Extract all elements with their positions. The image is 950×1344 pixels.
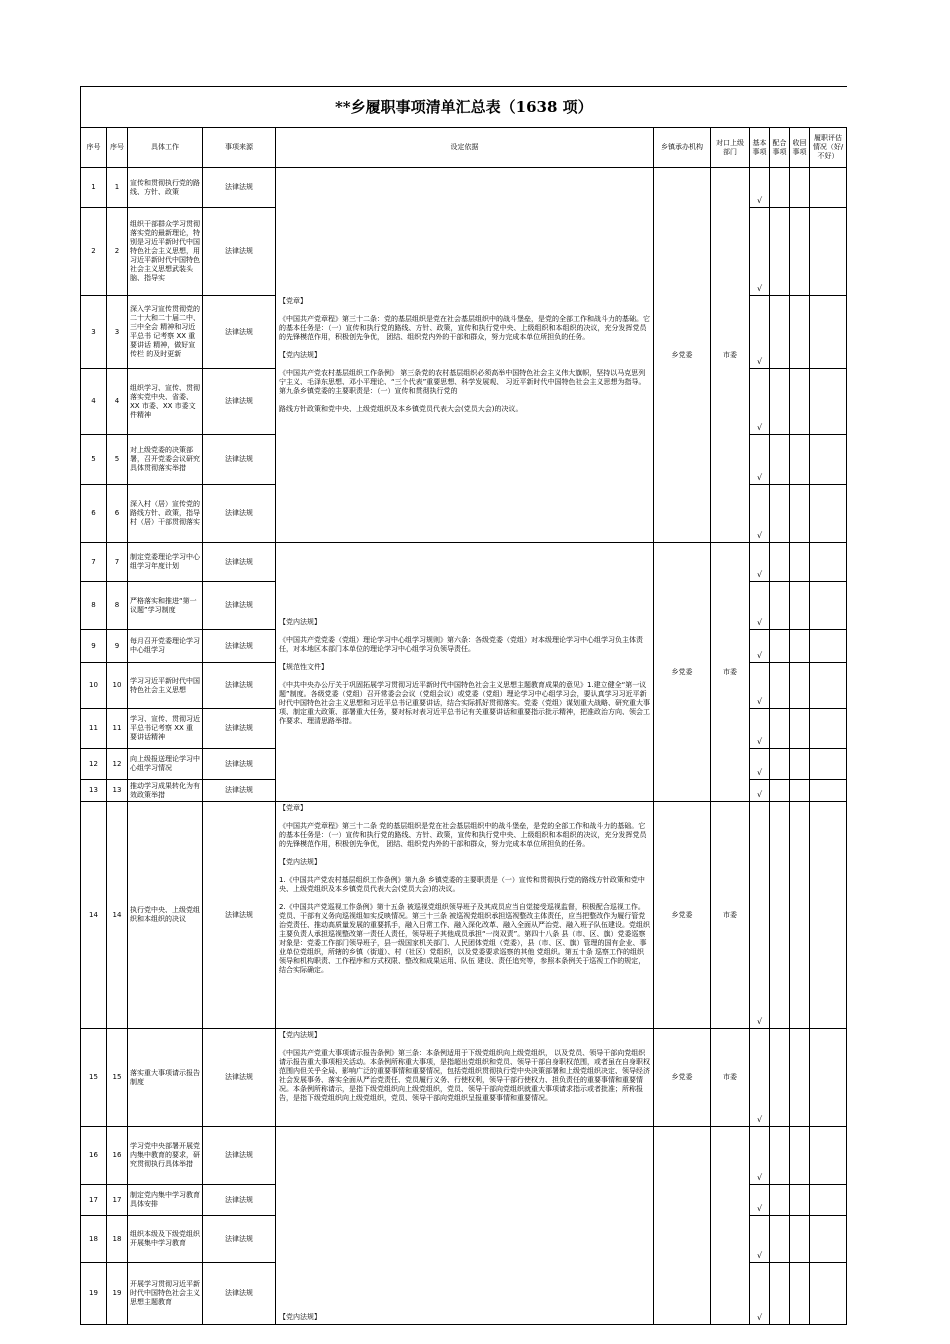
row-serial-2: 4 — [107, 369, 128, 435]
row-org: 乡党委 — [654, 543, 711, 802]
row-basic-check: √ — [750, 582, 770, 630]
row-dept: 市委 — [711, 802, 750, 1029]
row-eval — [810, 663, 847, 709]
row-serial-1: 7 — [81, 543, 107, 582]
row-eval — [810, 485, 847, 543]
row-basic-check: √ — [750, 630, 770, 663]
row-recall — [790, 1263, 810, 1325]
row-basis: 【党章】 《中国共产党章程》第三十二条：党的基层组织是党在社会基层组织中的战斗堡垒，是党的全部工作和战斗力的基础。它的基本任务是：（一）宣传和执行党的路线、方针、政策，宣传和执行党中央、上级组织和本组织的决议，充分发挥党员的先锋模范作用，积极创先争优， 团结、组织党内外的干部和群众，努力完成本单位所担负的任务。 【党内法规】 《中国共产党农村基层组织工作条例》 第三条党的农村基层组织必须高举中国特色社会主义伟大旗帜，坚持以马克思列宁主义、毛泽东思想、邓小平理论、“三个代表”重要思想、科学发展观、 习近平新时代中国特色社会主义思想为指导。第九条乡镇党委的主要职责是：（一）宣传和贯彻执行党的 路线方针政策和党中央、上级党组织及本乡镇党员代表大会(党员大会)的决议。 — [276, 168, 654, 543]
row-serial-2: 15 — [107, 1029, 128, 1127]
row-serial-1: 4 — [81, 369, 107, 435]
header-source: 事项来源 — [203, 128, 276, 168]
row-coop — [770, 709, 790, 749]
row-coop — [770, 1263, 790, 1325]
table-row — [81, 802, 847, 1029]
row-org — [654, 1127, 711, 1325]
row-coop — [770, 663, 790, 709]
table-body — [81, 168, 847, 1325]
row-work: 严格落实和推进“第一议题”学习制度 — [128, 582, 203, 630]
row-source: 法律法规 — [203, 709, 276, 749]
header-serial-2: 序号 — [107, 128, 128, 168]
row-basic-check: √ — [750, 485, 770, 543]
row-basic-check: √ — [750, 663, 770, 709]
header-org: 乡镇承办机构 — [654, 128, 711, 168]
row-recall — [790, 1216, 810, 1263]
row-eval — [810, 630, 847, 663]
row-basic-check: √ — [750, 1216, 770, 1263]
row-serial-1: 9 — [81, 630, 107, 663]
row-work: 宣传和贯彻执行党的路线、方针、政策 — [128, 168, 203, 208]
row-eval — [810, 1216, 847, 1263]
row-source: 法律法规 — [203, 1127, 276, 1185]
row-eval — [810, 709, 847, 749]
row-eval — [810, 168, 847, 208]
row-work: 学习习近平新时代中国特色社会主义思想 — [128, 663, 203, 709]
row-recall — [790, 582, 810, 630]
row-work: 制定党委理论学习中心组学习年度计划 — [128, 543, 203, 582]
summary-sheet — [80, 86, 846, 1325]
row-basic-check: √ — [750, 1127, 770, 1185]
row-serial-1: 3 — [81, 296, 107, 369]
row-eval — [810, 1185, 847, 1216]
row-source: 法律法规 — [203, 802, 276, 1029]
row-serial-2: 16 — [107, 1127, 128, 1185]
header-basic: 基本事项 — [750, 128, 770, 168]
row-recall — [790, 1029, 810, 1127]
row-eval — [810, 435, 847, 485]
row-work: 组织本级及下级党组织开展集中学习教育 — [128, 1216, 203, 1263]
row-eval — [810, 582, 847, 630]
page-title: **乡履职事项清单汇总表（1638 项） — [81, 87, 847, 128]
row-serial-2: 14 — [107, 802, 128, 1029]
header-serial-1: 序号 — [81, 128, 107, 168]
row-serial-2: 17 — [107, 1185, 128, 1216]
row-serial-1: 14 — [81, 802, 107, 1029]
row-serial-2: 3 — [107, 296, 128, 369]
row-serial-1: 17 — [81, 1185, 107, 1216]
row-recall — [790, 630, 810, 663]
row-coop — [770, 1127, 790, 1185]
row-recall — [790, 802, 810, 1029]
row-eval — [810, 1263, 847, 1325]
row-coop — [770, 582, 790, 630]
row-work: 开展学习贯彻习近平新时代中国特色社会主义思想主题教育 — [128, 1263, 203, 1325]
row-coop — [770, 802, 790, 1029]
row-work: 执行党中央、上级党组织和本组织的决议 — [128, 802, 203, 1029]
row-work: 学习、宣传、贯彻习近平总书记考察 XX 重要讲话精神 — [128, 709, 203, 749]
row-eval — [810, 208, 847, 296]
row-coop — [770, 543, 790, 582]
row-serial-2: 13 — [107, 780, 128, 802]
row-recall — [790, 543, 810, 582]
row-serial-1: 15 — [81, 1029, 107, 1127]
row-work: 落实重大事项请示报告制度 — [128, 1029, 203, 1127]
row-basis: 【党内法规】 《中国共产党重大事项请示报告条例》第三条：本条例适用于下级党组织向上级党组织， 以及党员、领导干部向党组织请示报告重大事项相关活动。本条例所称重大事项，是指超出党组织和党员、领导干部自身职权范围，或者虽在自身职权范围内但关乎全局、影响广泛的重要事情和重要情况，包括党组织贯彻执行党中央决策部署和上级党组织决定、领导经济社会发展事务、落实全面从严治党责任、党员履行义务、行使权利，领导干部行使权力、担负责任的重要事情和重要情况。本条例所称请示，是指下级党组织向上级党组织，党员、领导干部向党组织就重大事项请求指示或者批准；所称报告，是指下级党组织向上级党组织，党员、领导干部向党组织呈报重要事情和重要情况。 — [276, 1029, 654, 1127]
table-row — [81, 543, 847, 582]
row-basis: 【党章】 《中国共产党章程》第三十二条 党的基层组织是党在社会基层组织中的战斗堡垒，是党的全部工作和战斗力的基础。它的基本任务是：（一）宣传和执行党的路线、方针、政策，宣传和执行党中央、上级组织和本组织的决议，充分发挥党员的先锋模范作用，积极创先争优， 团结、组织党内外的干部和群众，努力完成本单位所担负的任务。 【党内法规】 1.《中国共产党农村基层组织工作条例》第九条 乡镇党委的主要职责是（一）宣传和贯彻执行党的路线方针政策和党中央、上级党组织及本乡镇党员代表大会(党员大会)的决议。 2.《中国共产党巡视工作条例》第十五条 被巡视党组织领导班子及其成员应当自觉接受巡视监督，积极配合巡视工作。党员、干部有义务向巡视组如实反映情况。第三十三条 被巡视党组织承担巡视整改主体责任，应当把整改作为履行管党治党责任、推动高质量发展的重要抓手，融入日常工作、融入深化改革、融入全面从严治党、融入班子队伍建设。党组织主要负责人承担巡视整改第一责任人责任，领导班子其他成员承担“一岗双责”。第四十八条 县（市、区、旗）党委巡察对象是：党委工作部门领导班子，县一级国家机关部门、人民团体党组（党委），县（市、区、旗）管理的国有企业、事业单位党组织，所辖的乡镇（街道）、村（社区）党组织，以及党委要求巡察的其他 党组织。第五十条 巡察工作的组织领导和机构职责、工作程序和方式权限、整改和成果运用、队伍 建设、责任追究等，参照本条例关于巡视工作的规定，结合实际确定。 — [276, 802, 654, 1029]
row-dept: 市委 — [711, 168, 750, 543]
row-serial-1: 13 — [81, 780, 107, 802]
row-work: 制定党内集中学习教育具体安排 — [128, 1185, 203, 1216]
row-basic-check: √ — [750, 168, 770, 208]
row-work: 推动学习成果转化为有效政策举措 — [128, 780, 203, 802]
row-serial-1: 12 — [81, 749, 107, 780]
row-source: 法律法规 — [203, 663, 276, 709]
row-source: 法律法规 — [203, 168, 276, 208]
duty-list-table — [80, 86, 847, 1325]
header-work: 具体工作 — [128, 128, 203, 168]
row-work: 每月召开党委理论学习中心组学习 — [128, 630, 203, 663]
row-org: 乡党委 — [654, 802, 711, 1029]
row-serial-1: 1 — [81, 168, 107, 208]
row-dept: 市委 — [711, 1029, 750, 1127]
row-recall — [790, 1127, 810, 1185]
row-serial-2: 8 — [107, 582, 128, 630]
row-eval — [810, 780, 847, 802]
row-source: 法律法规 — [203, 369, 276, 435]
table-row — [81, 1127, 847, 1185]
row-coop — [770, 1216, 790, 1263]
row-recall — [790, 435, 810, 485]
row-serial-2: 18 — [107, 1216, 128, 1263]
row-source: 法律法规 — [203, 749, 276, 780]
row-recall — [790, 749, 810, 780]
row-recall — [790, 168, 810, 208]
row-serial-1: 8 — [81, 582, 107, 630]
row-coop — [770, 369, 790, 435]
header-recall: 收回事项 — [790, 128, 810, 168]
row-coop — [770, 296, 790, 369]
header-basis: 设定依据 — [276, 128, 654, 168]
row-work: 深入学习宣传贯彻党的二十大和二十届二中、三中全会 精神和习近平总书 记考察 XX 重要讲话 精神，做好宣传栏 的及时更新 — [128, 296, 203, 369]
row-basic-check: √ — [750, 709, 770, 749]
row-serial-1: 5 — [81, 435, 107, 485]
row-basic-check: √ — [750, 780, 770, 802]
row-eval — [810, 802, 847, 1029]
row-recall — [790, 780, 810, 802]
row-source: 法律法规 — [203, 1263, 276, 1325]
row-basic-check: √ — [750, 369, 770, 435]
row-org: 乡党委 — [654, 168, 711, 543]
row-coop — [770, 208, 790, 296]
row-source: 法律法规 — [203, 543, 276, 582]
header-dept: 对口上级部门 — [711, 128, 750, 168]
row-serial-1: 16 — [81, 1127, 107, 1185]
table-row — [81, 1029, 847, 1127]
row-coop — [770, 485, 790, 543]
row-coop — [770, 1185, 790, 1216]
row-coop — [770, 749, 790, 780]
row-recall — [790, 709, 810, 749]
row-source: 法律法规 — [203, 780, 276, 802]
row-source: 法律法规 — [203, 296, 276, 369]
row-recall — [790, 208, 810, 296]
row-eval — [810, 369, 847, 435]
row-source: 法律法规 — [203, 1185, 276, 1216]
row-eval — [810, 296, 847, 369]
row-serial-2: 7 — [107, 543, 128, 582]
row-coop — [770, 780, 790, 802]
row-work: 深入村（居）宣传党的路线方针、政策，指导村（居）干部贯彻落实 — [128, 485, 203, 543]
row-recall — [790, 369, 810, 435]
row-serial-1: 11 — [81, 709, 107, 749]
row-eval — [810, 749, 847, 780]
row-org: 乡党委 — [654, 1029, 711, 1127]
row-serial-1: 18 — [81, 1216, 107, 1263]
row-basic-check: √ — [750, 1263, 770, 1325]
row-serial-2: 9 — [107, 630, 128, 663]
table-row — [81, 168, 847, 208]
row-recall — [790, 296, 810, 369]
row-dept: 市委 — [711, 543, 750, 802]
row-serial-2: 12 — [107, 749, 128, 780]
row-coop — [770, 435, 790, 485]
header-eval: 履职评估情况（好/不好） — [810, 128, 847, 168]
row-coop — [770, 1029, 790, 1127]
row-work: 对上级党委的决策部署，召开党委会议研究具体贯彻落实举措 — [128, 435, 203, 485]
row-work: 组织干部群众学习贯彻落实党的最新理论，特别是习近平新时代中国特色社会主义思想，用习近平新时代中国特色社会主义思想武装头脑、指导实 — [128, 208, 203, 296]
header-row — [81, 128, 847, 168]
row-work: 学习党中央部署开展党内集中教育的要求，研究贯彻执行具体举措 — [128, 1127, 203, 1185]
row-source: 法律法规 — [203, 1216, 276, 1263]
row-basic-check: √ — [750, 1185, 770, 1216]
row-source: 法律法规 — [203, 208, 276, 296]
row-work: 向上级报送理论学习中心组学习情况 — [128, 749, 203, 780]
row-recall — [790, 485, 810, 543]
row-serial-1: 10 — [81, 663, 107, 709]
row-work: 组织学习、宣传、贯彻落实党中央、省委、XX 市委、XX 市委文件精神 — [128, 369, 203, 435]
row-eval — [810, 1127, 847, 1185]
row-recall — [790, 663, 810, 709]
row-source: 法律法规 — [203, 1029, 276, 1127]
row-dept — [711, 1127, 750, 1325]
row-serial-2: 11 — [107, 709, 128, 749]
row-coop — [770, 168, 790, 208]
row-basis: 【党内法规】 《中国共产党党委（党组）理论学习中心组学习规则》第六条：各级党委（党组）对本级理论学习中心组学习负主体责任，对本地区本部门本单位的理论学习中心组学习负领导责任。 【规范性文件】 《中共中央办公厅关于巩固拓展学习贯彻习近平新时代中国特色社会主义思想主题教育成果的意见》1.建立健全“第一议题”制度。各级党委（党组）召开常委会会议（党组会议）或党委（党组）理论学习中心组学习会，要认真学习习近平新时代中国特色社会主义思想和习近平总书记重要讲话，结合实际抓好贯彻落实。党委（党组）谋划重大战略、研究重大事项、制定重大政策、部署重大任务，要对标对表习近平总书记有关重要讲话和重要指示批示精神，把准政治方向、领会工作要求、理清思路举措。 — [276, 543, 654, 802]
row-basic-check: √ — [750, 435, 770, 485]
row-basic-check: √ — [750, 749, 770, 780]
row-basic-check: √ — [750, 296, 770, 369]
row-serial-1: 19 — [81, 1263, 107, 1325]
row-serial-2: 1 — [107, 168, 128, 208]
row-source: 法律法规 — [203, 630, 276, 663]
row-source: 法律法规 — [203, 435, 276, 485]
row-eval — [810, 1029, 847, 1127]
header-coop: 配合事项 — [770, 128, 790, 168]
row-source: 法律法规 — [203, 582, 276, 630]
row-recall — [790, 1185, 810, 1216]
row-coop — [770, 630, 790, 663]
row-serial-2: 5 — [107, 435, 128, 485]
row-serial-1: 2 — [81, 208, 107, 296]
row-eval — [810, 543, 847, 582]
row-basic-check: √ — [750, 1029, 770, 1127]
row-basis: 【党内法规】 — [276, 1127, 654, 1325]
row-basic-check: √ — [750, 543, 770, 582]
row-serial-2: 10 — [107, 663, 128, 709]
row-basic-check: √ — [750, 208, 770, 296]
row-basic-check: √ — [750, 802, 770, 1029]
row-serial-2: 6 — [107, 485, 128, 543]
row-serial-1: 6 — [81, 485, 107, 543]
row-serial-2: 2 — [107, 208, 128, 296]
row-source: 法律法规 — [203, 485, 276, 543]
row-serial-2: 19 — [107, 1263, 128, 1325]
